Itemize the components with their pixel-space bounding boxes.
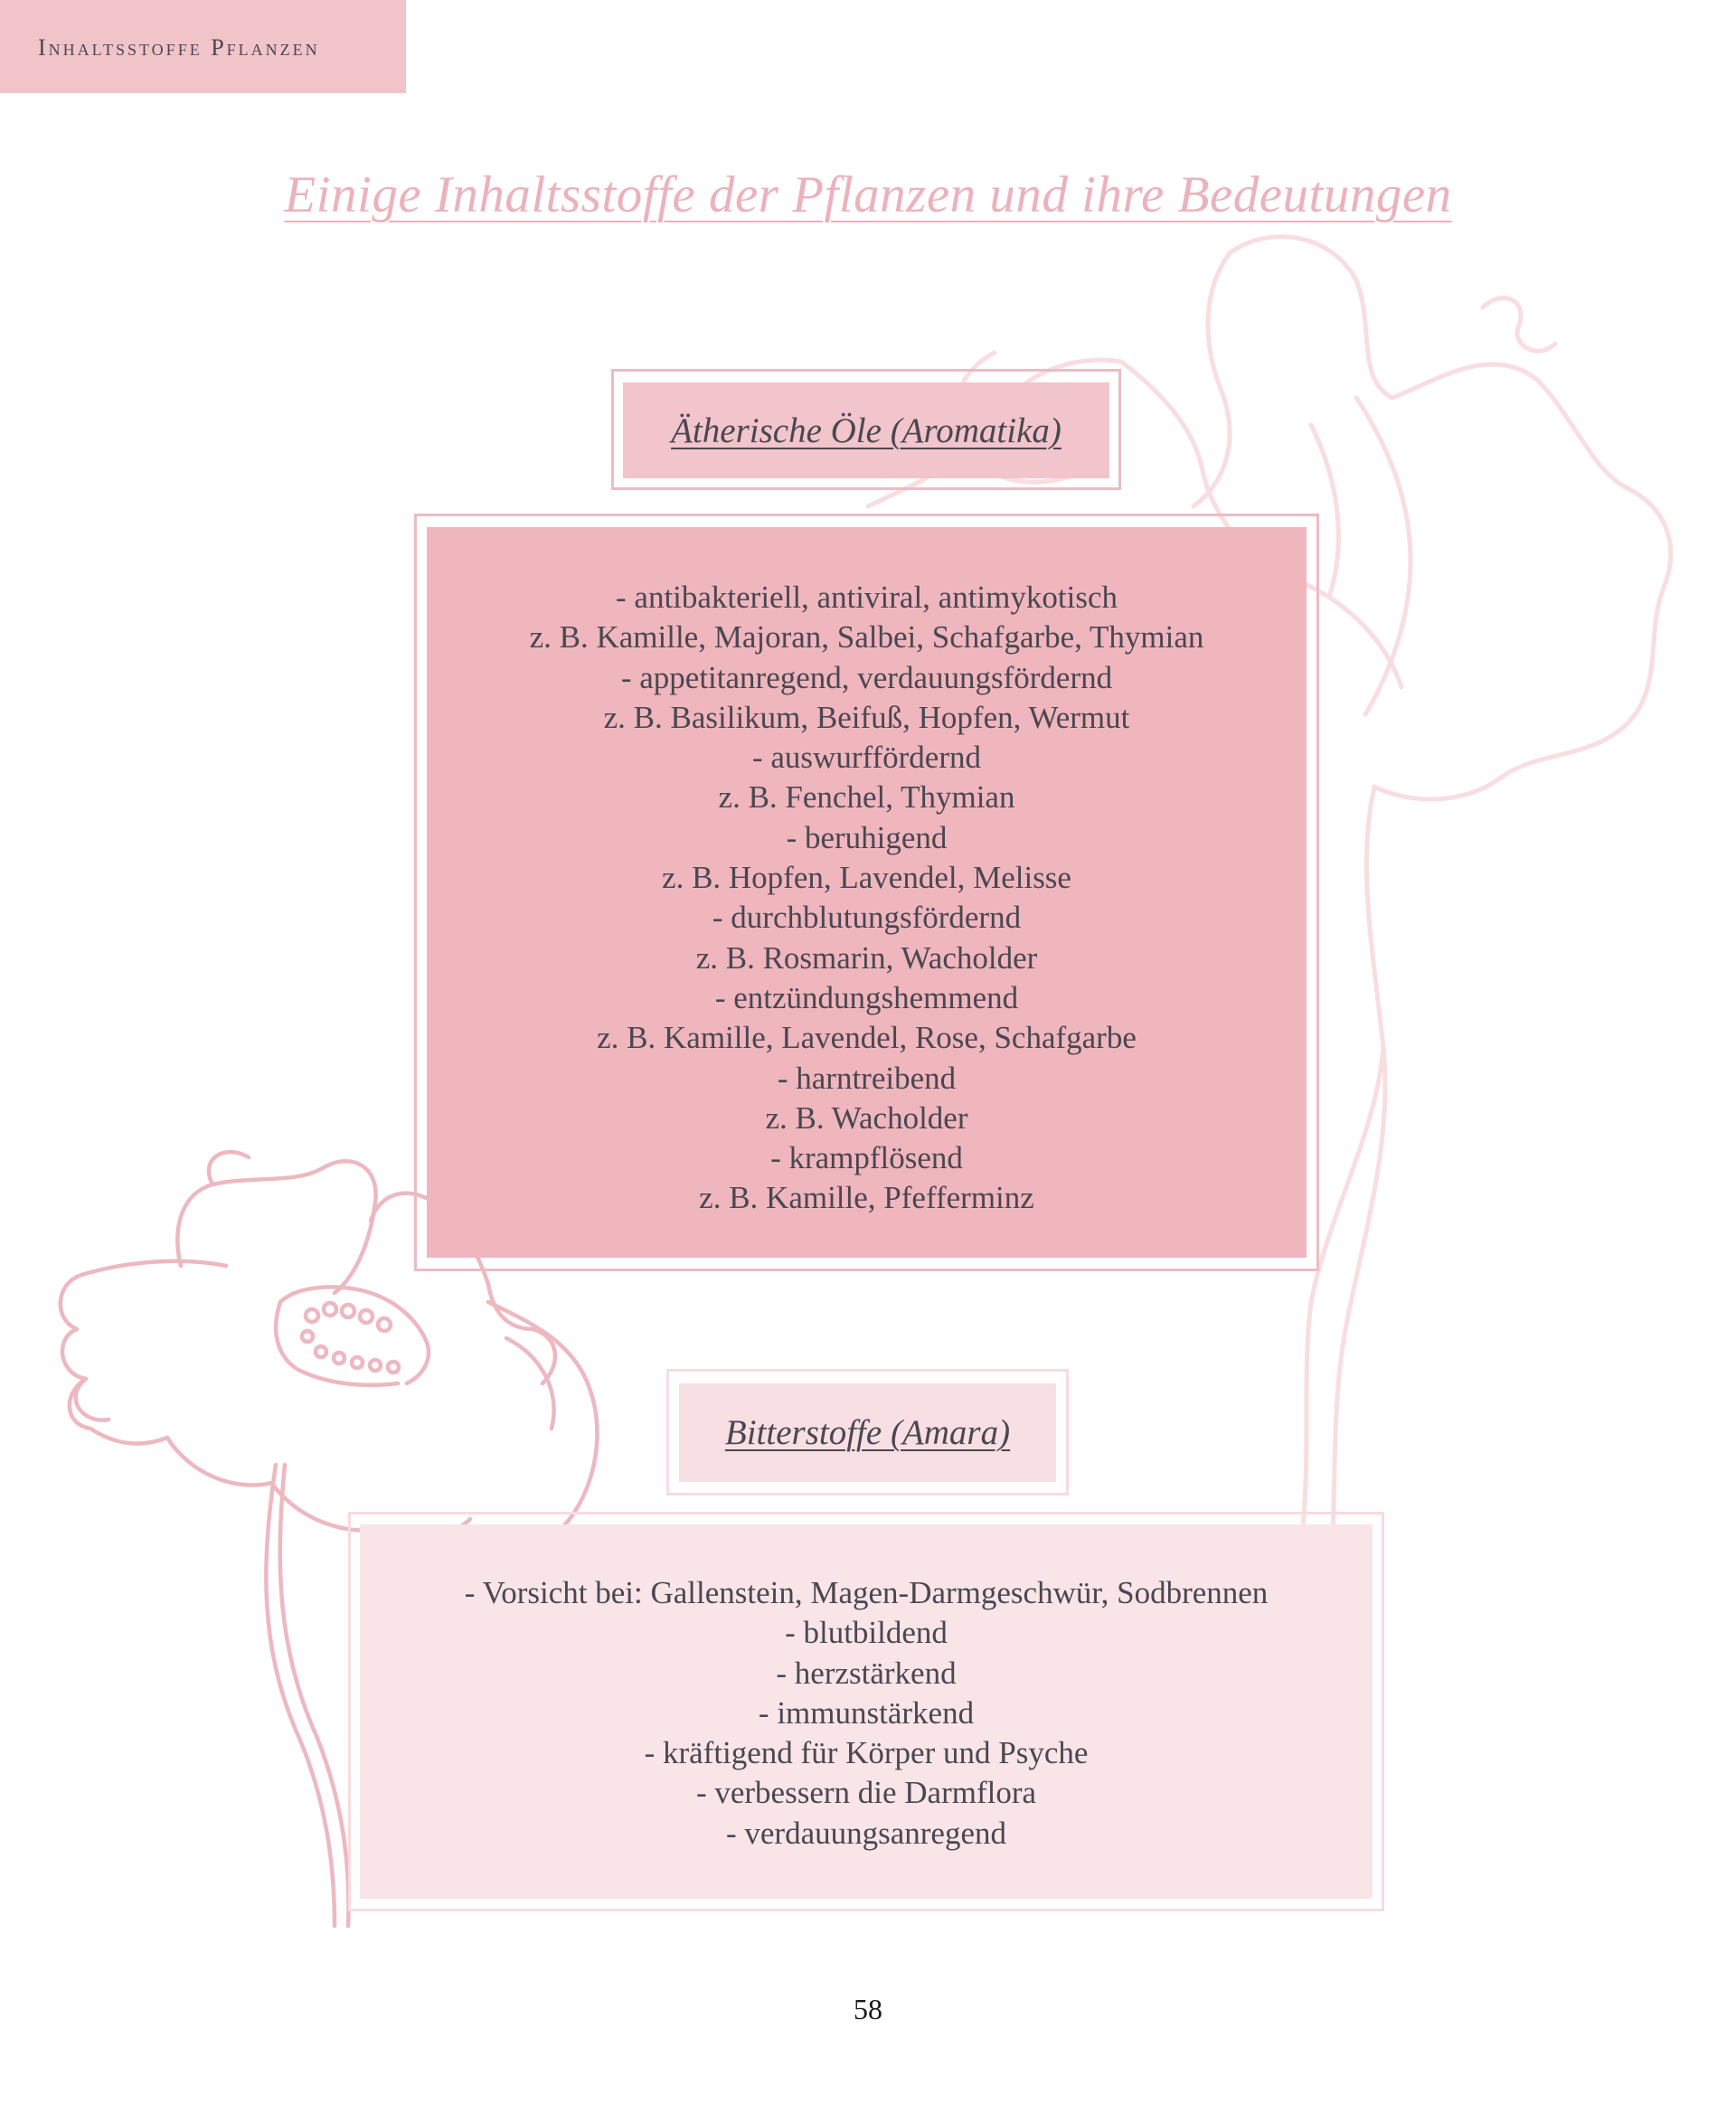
list-item: z. B. Wacholder xyxy=(765,1099,968,1136)
list-item: - Vorsicht bei: Gallenstein, Magen-Darmgeschwür, Sodbrennen xyxy=(464,1575,1269,1610)
list-item: - antibakteriell, antiviral, antimykotisch xyxy=(616,580,1118,615)
list-item: - appetitanregend, verdauungsfördernd xyxy=(620,659,1113,695)
page-title: Einige Inhaltsstoffe der Pflanzen und ihre Bedeutungen xyxy=(284,166,1452,223)
section-1-heading: Ätherische Öle (Aromatika) xyxy=(623,382,1109,478)
list-item: z. B. Basilikum, Beifuß, Hopfen, Wermut xyxy=(603,699,1130,735)
list-item: z. B. Kamille, Pfefferminz xyxy=(699,1180,1034,1216)
page-number: 58 xyxy=(854,1993,882,2025)
list-item: z. B. Fenchel, Thymian xyxy=(718,779,1015,816)
list-item: z. B. Hopfen, Lavendel, Melisse xyxy=(662,860,1071,896)
list-item: z. B. Kamille, Majoran, Salbei, Schafgarbe, Thymian xyxy=(529,619,1204,656)
list-item: - auswurffördernd xyxy=(751,740,981,776)
section-1-content xyxy=(427,527,1307,1258)
list-item: - blutbildend xyxy=(785,1615,948,1651)
list-item: - entzündungshemmend xyxy=(714,979,1019,1015)
section-label: Inhaltsstoffe Pflanzen xyxy=(38,34,320,61)
list-item: - immunstärkend xyxy=(758,1694,975,1731)
section-2-content xyxy=(360,1524,1373,1899)
list-item: - harntreibend xyxy=(777,1060,957,1096)
list-item: - krampflösend xyxy=(770,1140,963,1176)
list-item: - kräftigend für Körper und Psyche xyxy=(644,1735,1089,1771)
list-item: z. B. Kamille, Lavendel, Rose, Schafgarbe xyxy=(597,1020,1137,1056)
list-item: - durchblutungsfördernd xyxy=(712,900,1022,936)
list-item: - verdauungsanregend xyxy=(725,1815,1006,1851)
list-item: z. B. Rosmarin, Wacholder xyxy=(695,939,1038,976)
section-2-heading: Bitterstoffe (Amara) xyxy=(679,1383,1056,1482)
list-item: - herzstärkend xyxy=(776,1655,957,1691)
list-item: - verbessern die Darmflora xyxy=(695,1775,1037,1811)
list-item: - beruhigend xyxy=(786,819,948,855)
